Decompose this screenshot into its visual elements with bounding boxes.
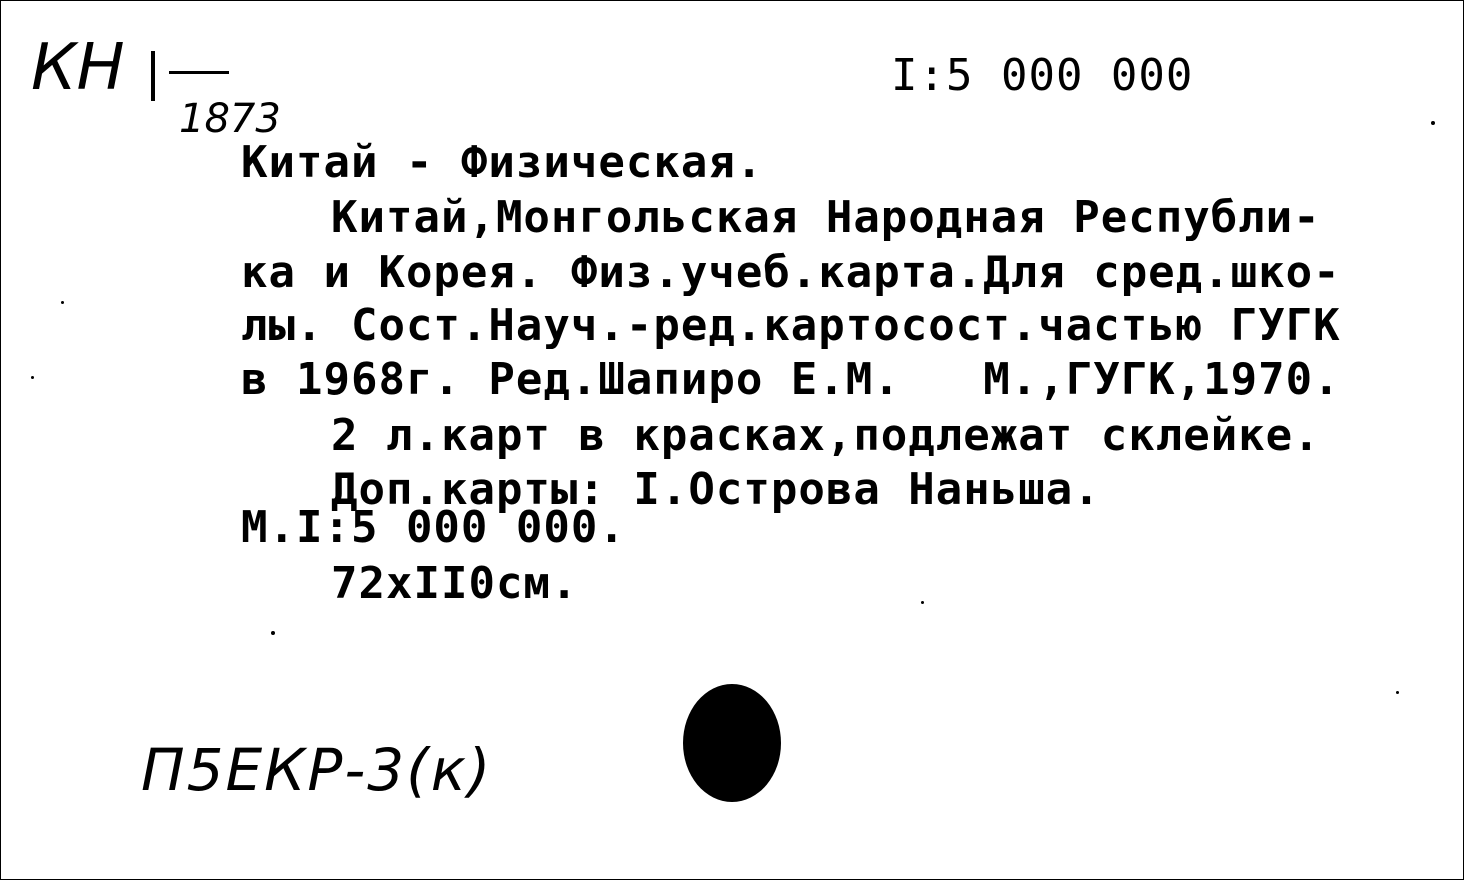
shelf-mark-underline	[169, 71, 229, 74]
punch-hole	[683, 684, 781, 802]
shelf-mark-divider	[151, 51, 155, 101]
scale-header: I:5 000 000	[891, 50, 1194, 101]
insets-line: Доп.карты: I.Острова Наньша.	[331, 464, 1101, 515]
noise-speck	[31, 376, 34, 379]
description-line-3: лы. Сост.Науч.-ред.картосост.частью ГУГК	[241, 300, 1341, 351]
description-line-4: в 1968г. Ред.Шапиро Е.М. М.,ГУГК,1970.	[241, 354, 1341, 405]
call-number: П5ЕКР-3(к)	[141, 736, 493, 804]
noise-speck	[1396, 691, 1399, 694]
sheets-line: 2 л.карт в красках,подлежат склейке.	[331, 410, 1321, 461]
size-line: 72xII0см.	[331, 558, 579, 609]
noise-speck	[1431, 121, 1435, 125]
shelf-mark: КН	[31, 31, 125, 105]
noise-speck	[921, 601, 924, 604]
noise-speck	[61, 301, 64, 304]
noise-speck	[271, 631, 275, 635]
description-line-1: Китай,Монгольская Народная Республи-	[331, 192, 1321, 243]
description-line-2: ка и Корея. Физ.учеб.карта.Для сред.шко-	[241, 247, 1341, 298]
scale-line: М.I:5 000 000.	[241, 502, 626, 553]
shelf-year: 1873	[179, 96, 281, 142]
title-line: Китай - Физическая.	[241, 137, 764, 188]
